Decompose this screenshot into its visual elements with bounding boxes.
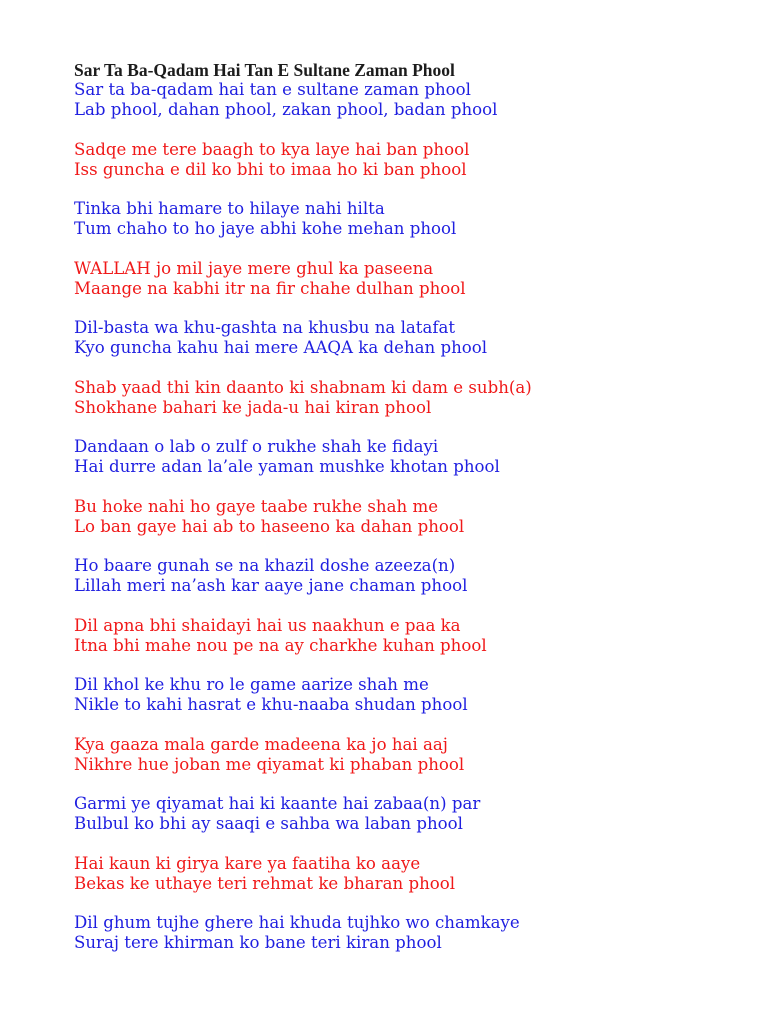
verse-line: Nikle to kahi hasrat e khu-naaba shudan phool [74,695,468,714]
verse-line: Lillah meri na’ash kar aaye jane chaman phool [74,576,468,595]
verse-line: Bekas ke uthaye teri rehmat ke bharan phool [74,873,456,893]
verse-line: Dandaan o lab o zulf o rukhe shah ke fidayi [74,437,439,456]
verse-line: Lab phool, dahan phool, zakan phool, badan phool [74,100,498,119]
verse-line: Maange na kabhi itr na fir chahe dulhan phool [74,278,466,298]
stanza [74,437,754,477]
stanza [74,735,754,775]
verse-line: Sadqe me tere baagh to kya laye hai ban phool [74,139,470,159]
stanza [74,794,754,834]
stanza [74,378,754,418]
verse-line: Nikhre hue joban me qiyamat ki phaban phool [74,754,465,774]
verse-line: Kya gaaza mala garde madeena ka jo hai aaj [74,734,448,754]
verse-line: Ho baare gunah se na khazil doshe azeeza(n) [74,556,456,575]
verse-line: Dil apna bhi shaidayi hai us naakhun e paa ka [74,615,461,635]
verse-line: Dil-basta wa khu-gashta na khusbu na latafat [74,318,456,337]
verse-line: Shokhane bahari ke jada-u hai kiran phool [74,397,432,417]
stanza [74,318,754,358]
verse-line: Hai kaun ki girya kare ya faatiha ko aaye [74,853,421,873]
poem-body [74,80,754,953]
verse-line: Garmi ye qiyamat hai ki kaante hai zabaa(n) par [74,794,481,813]
stanza [74,675,754,715]
verse-line: Sar ta ba-qadam hai tan e sultane zaman phool [74,80,471,99]
stanza [74,497,754,537]
stanza [74,854,754,894]
poem-title: Sar Ta Ba-Qadam Hai Tan E Sultane Zaman Phool [74,60,455,80]
verse-line: Suraj tere khirman ko bane teri kiran phool [74,933,442,952]
stanza [74,259,754,299]
stanza [74,140,754,180]
verse-line: Itna bhi mahe nou pe na ay charkhe kuhan phool [74,635,487,655]
stanza [74,80,754,120]
poem-document [74,60,754,973]
stanza [74,913,754,953]
stanza [74,556,754,596]
verse-line: Iss guncha e dil ko bhi to imaa ho ki ban phool [74,159,467,179]
verse-line: Lo ban gaye hai ab to haseeno ka dahan phool [74,516,465,536]
verse-line: Tum chaho to ho jaye abhi kohe mehan phool [74,219,457,238]
verse-line: Bulbul ko bhi ay saaqi e sahba wa laban phool [74,814,463,833]
verse-line: Dil ghum tujhe ghere hai khuda tujhko wo chamkaye [74,913,520,932]
stanza [74,199,754,239]
verse-line: Hai durre adan la’ale yaman mushke khotan phool [74,457,500,476]
stanza [74,616,754,656]
verse-line: Dil khol ke khu ro le game aarize shah me [74,675,429,694]
verse-line: Shab yaad thi kin daanto ki shabnam ki dam e subh(a) [74,377,532,397]
verse-line: Kyo guncha kahu hai mere AAQA ka dehan phool [74,338,488,357]
verse-line: WALLAH jo mil jaye mere ghul ka paseena [74,258,434,278]
verse-line: Bu hoke nahi ho gaye taabe rukhe shah me [74,496,439,516]
verse-line: Tinka bhi hamare to hilaye nahi hilta [74,199,385,218]
